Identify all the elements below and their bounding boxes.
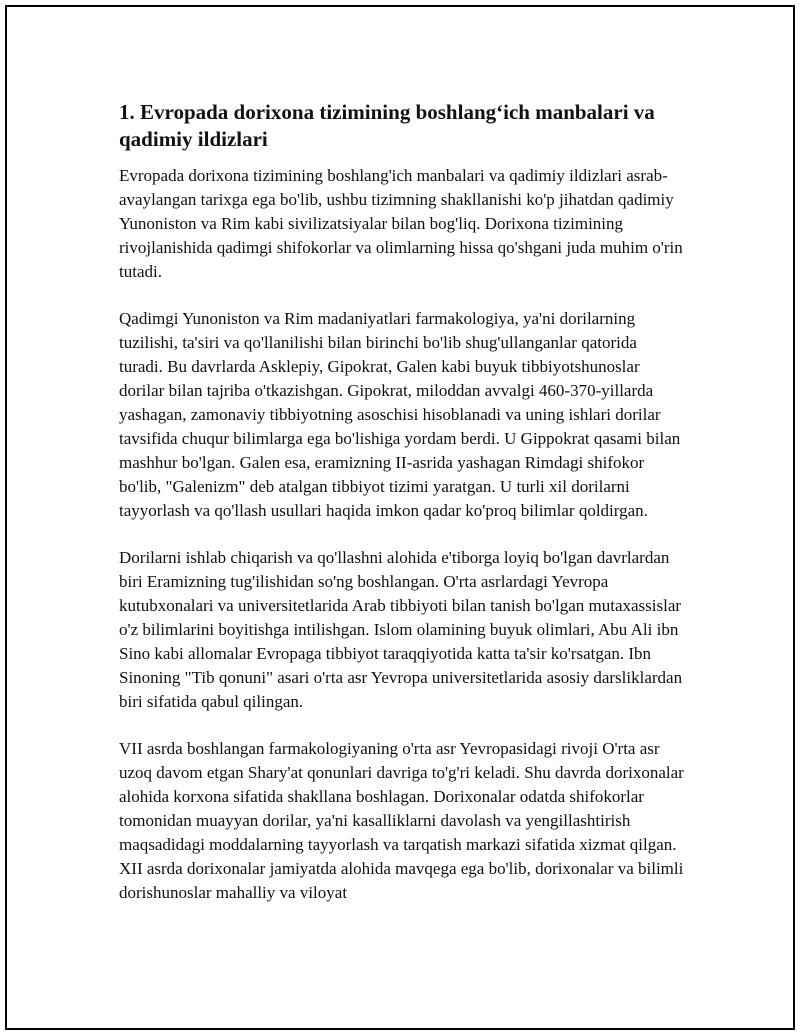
paragraph: VII asrda boshlangan farmakologiyaning o'rta asr Yevropasidagi rivoji O'rta asr uzoq davom etgan Shary'at qonunlari davriga to'g'ri keladi. Shu davrda dorixonalar alohida korxona sifatida shakllana boshlagan. Dorixonalar odatda shifokorlar tomonidan muayyan dorilar, ya'ni kasalliklarni davolash va yengillashtirish maqsadidagi moddalarning tayyorlash va tarqatish markazi sifatida xizmat qilgan. XII asrda dorixonalar jamiyatda alohida mavqega ega bo'lib, dorixonalar va bilimli dorishunoslar mahalliy va viloyat bbox=[119, 739, 684, 902]
section-title: 1. Evropada dorixona tizimining boshlang‘ich manbalari va qadimiy ildizlari bbox=[119, 100, 655, 151]
document-body bbox=[119, 99, 685, 928]
paragraph: Evropada dorixona tizimining boshlang'ich manbalari va qadimiy ildizlari asrab-avaylangan tarixga ega bo'lib, ushbu tizimning shakllanishi ko'p jihatdan qadimiy Yunoniston va Rim kabi sivilizatsiyalar bilan bog'liq. Dorixona tizimining rivojlanishida qadimgi shifokorlar va olimlarning hissa qo'shgani juda muhim o'rin tutadi. bbox=[119, 166, 683, 281]
paragraph: Dorilarni ishlab chiqarish va qo'llashni alohida e'tiborga loyiq bo'lgan davrlardan biri Eramizning tug'ilishidan so'ng boshlangan. O'rta asrlardagi Yevropa kutubxonalari va universitetlarida Arab tibbiyoti bilan tanish bo'lgan mutaxassislar o'z bilimlarini boyitishga intilishgan. Islom olamining buyuk olimlari, Abu Ali ibn Sino kabi allomalar Evropaga tibbiyot taraqqiyotida katta ta'sir ko'rsatgan. Ibn Sinoning "Tib qonuni" asari o'rta asr Yevropa universitetlarida asosiy darsliklardan biri sifatida qabul qilingan. bbox=[119, 548, 683, 711]
page-frame bbox=[5, 5, 795, 1030]
paragraph: Qadimgi Yunoniston va Rim madaniyatlari farmakologiya, ya'ni dorilarning tuzilishi, ta'siri va qo'llanilishi bilan birinchi bo'lib shug'ullanganlar qatorida turadi. Bu davrlarda Asklepiy, Gipokrat, Galen kabi buyuk tibbiyotshunoslar dorilar bilan tajriba o'tkazishgan. Gipokrat, miloddan avvalgi 460-370-yillarda yashagan, zamonaviy tibbiyotning asoschisi hisoblanadi va uning ishlari dorilar tavsifida chuqur bilimlarga ega bo'lishiga yordam berdi. U Gippokrat qasami bilan mashhur bo'lgan. Galen esa, eramizning II-asrida yashagan Rimdagi shifokor bo'lib, "Galenizm" deb atalgan tibbiyot tizimi yaratgan. U turli xil dorilarni tayyorlash va qo'llash usullari haqida imkon qadar ko'proq bilimlar qoldirgan. bbox=[119, 309, 681, 520]
